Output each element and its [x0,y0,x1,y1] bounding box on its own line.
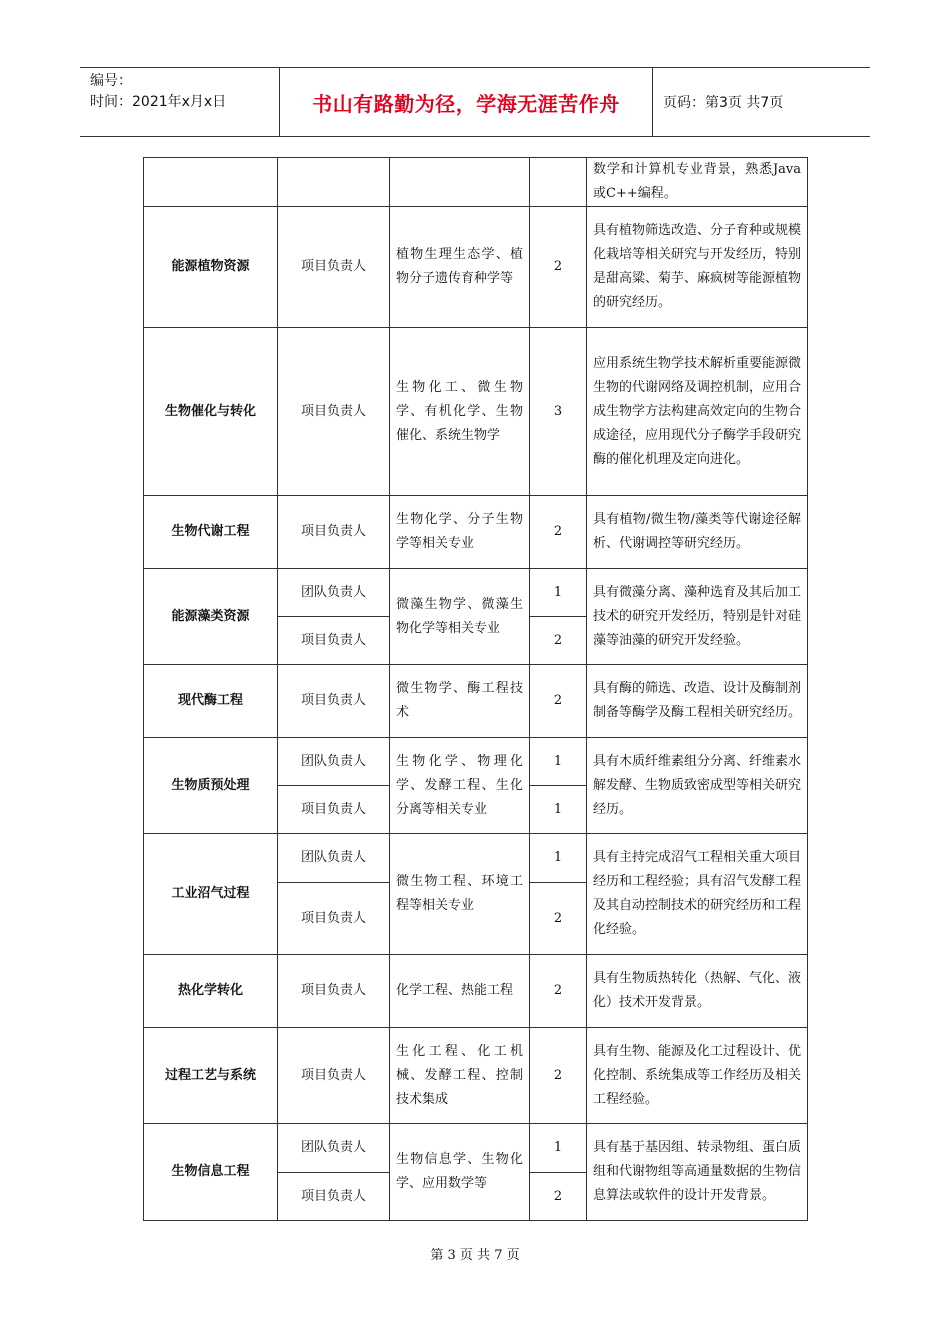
role-cell: 项目负责人 [278,786,390,834]
table-row [144,328,808,496]
requirement-cell: 应用系统生物学技术解析重要能源微生物的代谢网络及调控机制，应用合成生物学方法构建高效定向的生物合成途径，应用现代分子酶学手段研究酶的催化机理及定向进化。 [587,328,808,496]
count-cell: 1 [530,738,587,786]
role-cell: 团队负责人 [278,1124,390,1173]
major-cell: 生物化工、微生物学、有机化学、生物催化、系统生物学 [390,328,530,496]
requirement-cell: 具有植物/微生物/藻类等代谢途径解析、代谢调控等研究经历。 [587,496,808,569]
requirement-cell: 数学和计算机专业背景，熟悉Java或C++编程。 [587,158,808,207]
header-page-label: 页码：第3页 共7页 [663,95,784,111]
role-cell: 项目负责人 [278,665,390,738]
role-cell: 团队负责人 [278,569,390,617]
field-cell [144,158,278,207]
requirement-cell: 具有微藻分离、藻种选育及其后加工技术的研究开发经历，特别是针对硅藻等油藻的研究开发经验。 [587,569,808,665]
header-meta [80,68,280,136]
field-cell: 生物催化与转化 [144,328,278,496]
table-row [144,158,808,207]
requirement-cell: 具有木质纤维素组分分离、纤维素水解发酵、生物质致密成型等相关研究经历。 [587,738,808,834]
table-row [144,665,808,738]
field-cell: 生物质预处理 [144,738,278,834]
role-cell: 团队负责人 [278,834,390,883]
count-cell: 2 [530,665,587,738]
recruitment-table [143,157,808,1221]
table-row [144,738,808,786]
major-cell: 微藻生物学、微藻生物化学等相关专业 [390,569,530,665]
header-motto: 书山有路勤为径，学海无涯苦作舟 [280,68,653,136]
table-row [144,569,808,617]
major-cell: 生物化学、分子生物学等相关专业 [390,496,530,569]
requirement-cell: 具有生物、能源及化工过程设计、优化控制、系统集成等工作经历及相关工程经验。 [587,1028,808,1124]
role-cell: 项目负责人 [278,496,390,569]
count-cell: 2 [530,955,587,1028]
major-cell: 化学工程、热能工程 [390,955,530,1028]
count-cell: 1 [530,786,587,834]
count-cell: 1 [530,569,587,617]
major-cell: 生物化学、物理化学、发酵工程、生化分离等相关专业 [390,738,530,834]
field-cell: 热化学转化 [144,955,278,1028]
table-row [144,1028,808,1124]
role-cell: 项目负责人 [278,1173,390,1221]
count-cell: 1 [530,1124,587,1173]
table-row [144,1124,808,1173]
field-cell: 能源藻类资源 [144,569,278,665]
requirement-cell: 具有基于基因组、转录物组、蛋白质组和代谢物组等高通量数据的生物信息算法或软件的设计开发背景。 [587,1124,808,1221]
role-cell: 项目负责人 [278,617,390,665]
count-cell: 2 [530,1028,587,1124]
page-footer: 第 3 页 共 7 页 [430,1248,520,1263]
role-cell: 项目负责人 [278,207,390,328]
count-cell: 2 [530,1173,587,1221]
role-cell: 项目负责人 [278,883,390,955]
field-cell: 现代酶工程 [144,665,278,738]
field-cell: 生物代谢工程 [144,496,278,569]
requirement-cell: 具有植物筛选改造、分子育种或规模化栽培等相关研究与开发经历，特别是甜高粱、菊芋、麻疯树等能源植物的研究经历。 [587,207,808,328]
requirement-cell: 具有酶的筛选、改造、设计及酶制剂制备等酶学及酶工程相关研究经历。 [587,665,808,738]
requirement-cell: 具有生物质热转化（热解、气化、液化）技术开发背景。 [587,955,808,1028]
count-cell: 2 [530,207,587,328]
role-cell: 项目负责人 [278,328,390,496]
table-row [144,207,808,328]
table-row [144,834,808,883]
major-cell: 生化工程、化工机械、发酵工程、控制技术集成 [390,1028,530,1124]
count-cell: 2 [530,883,587,955]
time-label: 时间：2021年x月x日 [90,94,227,110]
count-cell: 2 [530,617,587,665]
number-label: 编号： [90,73,132,89]
role-cell: 项目负责人 [278,1028,390,1124]
table-row [144,955,808,1028]
major-cell: 微生物学、酶工程技术 [390,665,530,738]
role-cell [278,158,390,207]
role-cell: 项目负责人 [278,955,390,1028]
field-cell: 能源植物资源 [144,207,278,328]
count-cell: 2 [530,496,587,569]
count-cell: 1 [530,834,587,883]
role-cell: 团队负责人 [278,738,390,786]
table-row [144,496,808,569]
count-cell: 3 [530,328,587,496]
major-cell: 微生物工程、环境工程等相关专业 [390,834,530,955]
major-cell [390,158,530,207]
page-header [80,67,870,137]
field-cell: 生物信息工程 [144,1124,278,1221]
field-cell: 过程工艺与系统 [144,1028,278,1124]
requirement-cell: 具有主持完成沼气工程相关重大项目经历和工程经验；具有沼气发酵工程及其自动控制技术的研究经历和工程化经验。 [587,834,808,955]
major-cell: 生物信息学、生物化学、应用数学等 [390,1124,530,1221]
field-cell: 工业沼气过程 [144,834,278,955]
count-cell [530,158,587,207]
major-cell: 植物生理生态学、植物分子遗传育种学等 [390,207,530,328]
